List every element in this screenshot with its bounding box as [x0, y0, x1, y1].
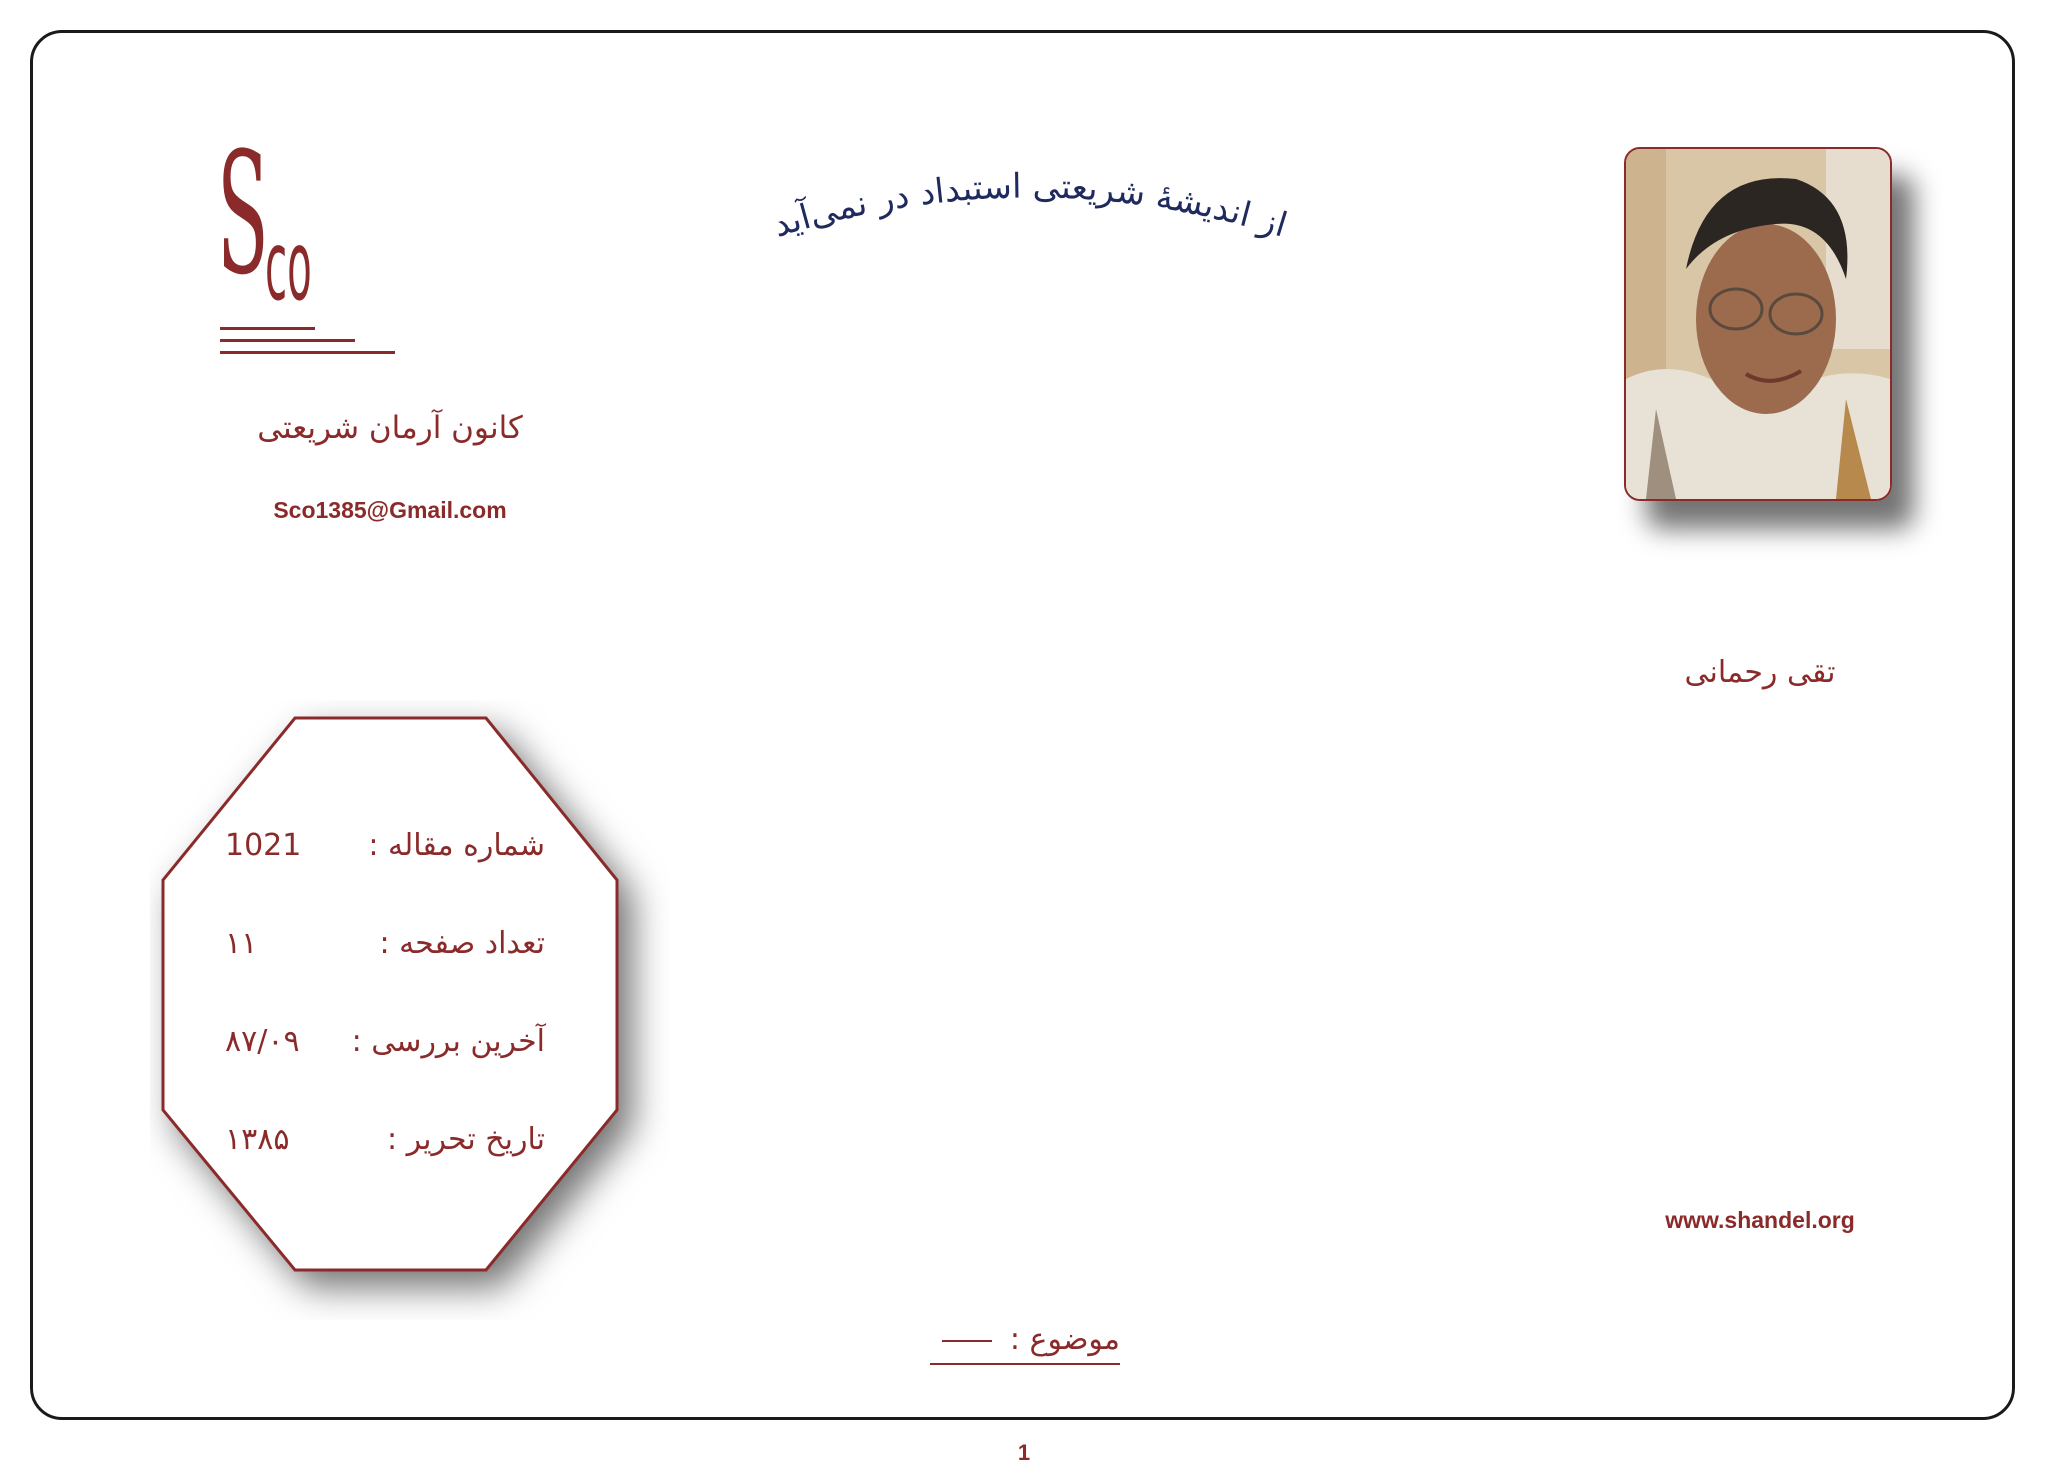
info-label: آخرین بررسی :	[351, 1024, 545, 1059]
logo-underline-2	[220, 339, 355, 342]
logo-underline-3	[220, 351, 395, 354]
organization-logo	[215, 116, 405, 360]
organization-name: کانون آرمان شریعتی	[257, 410, 523, 446]
contact-email: Sco1385@Gmail.com	[273, 497, 507, 523]
svg-text:از اندیشهٔ شریعتی استبداد در ن	[768, 166, 1291, 245]
logo-underline-1	[220, 327, 315, 330]
page-number: 1	[1017, 1440, 1031, 1465]
info-row-writing-date	[215, 1122, 545, 1166]
author-name: تقی رحمانی	[1684, 655, 1836, 690]
subject-label: موضوع :	[1009, 1322, 1120, 1357]
document-title	[680, 90, 1380, 270]
info-label: تاریخ تحریر :	[386, 1122, 545, 1157]
info-value: ۱۱	[225, 926, 258, 961]
logo-letter-s: S	[217, 116, 269, 312]
info-label: شماره مقاله :	[368, 828, 545, 863]
info-value: 1021	[225, 828, 302, 863]
logo-letters-co: co	[265, 210, 312, 322]
info-octagon	[150, 700, 670, 1320]
document-title-text: از اندیشهٔ شریعتی استبداد در نمی‌آید	[768, 166, 1292, 246]
website-link[interactable]: www.shandel.org	[1665, 1207, 1855, 1233]
subject-blank	[942, 1340, 992, 1342]
info-row-last-review	[215, 1024, 545, 1068]
info-value: ۱۳۸۵	[225, 1122, 290, 1157]
info-label: تعداد صفحه :	[379, 926, 545, 961]
info-row-page-count	[215, 926, 545, 970]
info-value: ۸۷/۰۹	[225, 1024, 300, 1059]
subject-field	[930, 1322, 1120, 1365]
info-row-article-number	[215, 828, 545, 872]
author-photo	[1624, 147, 1892, 501]
